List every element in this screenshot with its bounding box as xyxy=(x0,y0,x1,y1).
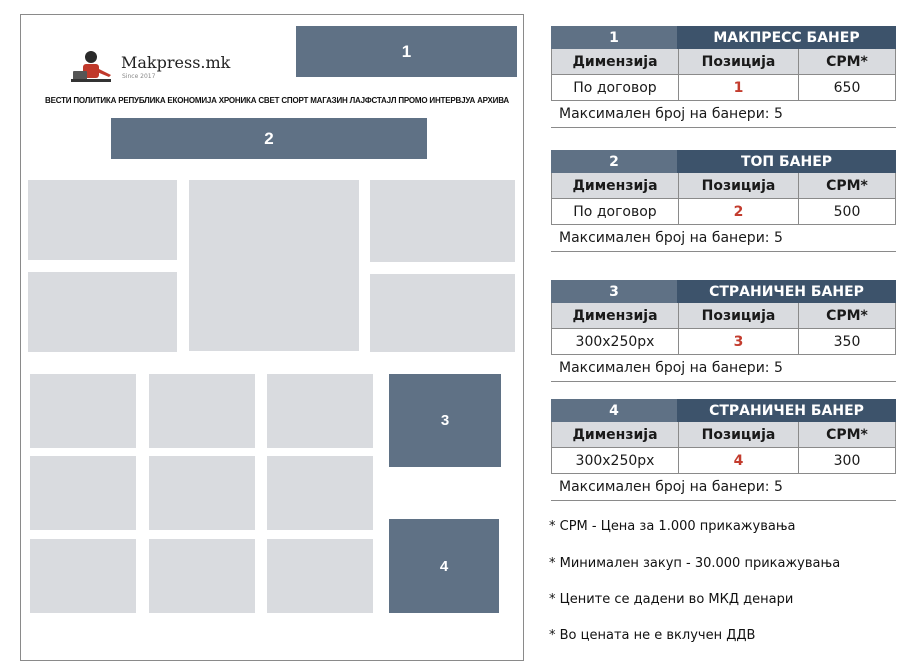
table-row xyxy=(551,75,896,101)
column-headers xyxy=(551,173,896,199)
content-placeholder xyxy=(149,456,255,530)
pricing-table-1 xyxy=(551,26,896,128)
table-row xyxy=(551,448,896,474)
nav-item-magazin[interactable]: МАГАЗИН xyxy=(310,95,348,105)
table-title: МАКПРЕСС БАНЕР xyxy=(677,26,896,49)
content-placeholder xyxy=(267,539,373,613)
nav-item-vesti[interactable]: ВЕСТИ xyxy=(45,95,72,105)
table-row xyxy=(551,329,896,355)
col-position: Позиција xyxy=(678,173,798,198)
nav-item-promo[interactable]: ПРОМО xyxy=(398,95,428,105)
logo-person-icon xyxy=(69,49,117,85)
column-headers xyxy=(551,303,896,329)
nav-item-arhiva[interactable]: АРХИВА xyxy=(477,95,509,105)
nav-bar xyxy=(45,93,509,107)
content-placeholder xyxy=(267,456,373,530)
table-title: СТРАНИЧЕН БАНЕР xyxy=(677,280,896,303)
content-placeholder xyxy=(30,456,136,530)
cpm-value: 650 xyxy=(798,75,895,100)
position-value: 4 xyxy=(678,448,798,473)
content-placeholder xyxy=(28,180,177,260)
table-title: ТОП БАНЕР xyxy=(677,150,896,173)
nav-item-lajfstajl[interactable]: ЛАЈФСТАЈЛ xyxy=(349,95,397,105)
col-cpm: CPM* xyxy=(798,422,895,447)
note-minimum: * Минимален закуп - 30.000 прикажувања xyxy=(549,556,841,571)
content-placeholder xyxy=(370,180,515,262)
table-row xyxy=(551,199,896,225)
content-placeholder xyxy=(28,272,177,352)
dimension-value: 300x250px xyxy=(575,452,655,469)
column-headers xyxy=(551,49,896,75)
position-value: 3 xyxy=(678,329,798,354)
max-banners: Максимален број на банери: 5 xyxy=(551,101,896,128)
max-banners: Максимален број на банери: 5 xyxy=(551,474,896,501)
content-placeholder xyxy=(149,374,255,448)
site-mockup xyxy=(20,14,524,661)
col-dimension: Димензија xyxy=(552,422,678,447)
nav-item-politika[interactable]: ПОЛИТИКА xyxy=(73,95,117,105)
col-cpm: CPM* xyxy=(798,173,895,198)
nav-item-intervjua[interactable]: ИНТЕРВЈУА xyxy=(429,95,476,105)
nav-item-republika[interactable]: РЕПУБЛИКА xyxy=(118,95,166,105)
nav-item-ekonomija[interactable]: ЕКОНОМИЈА xyxy=(167,95,217,105)
nav-item-sport[interactable]: СПОРТ xyxy=(281,95,309,105)
logo-tagline: Since 2017 xyxy=(122,73,156,80)
col-dimension: Димензија xyxy=(552,303,678,328)
cpm-value: 500 xyxy=(798,199,895,224)
banner-slot-1: 1 xyxy=(296,26,517,77)
content-placeholder xyxy=(30,374,136,448)
nav-item-hronika[interactable]: ХРОНИКА xyxy=(218,95,257,105)
pricing-table-3 xyxy=(551,280,896,382)
note-cpm: * CPM - Цена за 1.000 прикажувања xyxy=(549,519,796,534)
table-number: 4 xyxy=(551,399,677,422)
col-dimension: Димензија xyxy=(552,173,678,198)
site-logo[interactable] xyxy=(69,49,249,89)
table-number: 1 xyxy=(551,26,677,49)
position-value: 2 xyxy=(678,199,798,224)
table-header xyxy=(551,280,896,303)
banner-slot-3: 3 xyxy=(389,374,501,467)
logo-text: Makpress.mk xyxy=(121,53,231,72)
content-placeholder xyxy=(149,539,255,613)
dimension-value: По договор xyxy=(573,203,657,220)
note-currency: * Цените се дадени во МКД денари xyxy=(549,592,794,607)
dimension-value: 300x250px xyxy=(575,333,655,350)
table-number: 3 xyxy=(551,280,677,303)
content-placeholder xyxy=(30,539,136,613)
cpm-value: 350 xyxy=(798,329,895,354)
col-position: Позиција xyxy=(678,49,798,74)
max-banners: Максимален број на банери: 5 xyxy=(551,355,896,382)
cpm-value: 300 xyxy=(798,448,895,473)
col-cpm: CPM* xyxy=(798,49,895,74)
pricing-table-4 xyxy=(551,399,896,501)
table-number: 2 xyxy=(551,150,677,173)
banner-slot-2: 2 xyxy=(111,118,427,159)
col-dimension: Димензија xyxy=(552,49,678,74)
max-banners: Максимален број на банери: 5 xyxy=(551,225,896,252)
content-placeholder xyxy=(189,180,359,351)
banner-slot-4: 4 xyxy=(389,519,499,613)
table-header xyxy=(551,150,896,173)
table-title: СТРАНИЧЕН БАНЕР xyxy=(677,399,896,422)
pricing-table-2 xyxy=(551,150,896,252)
column-headers xyxy=(551,422,896,448)
table-header xyxy=(551,399,896,422)
position-value: 1 xyxy=(678,75,798,100)
col-cpm: CPM* xyxy=(798,303,895,328)
nav-item-svet[interactable]: СВЕТ xyxy=(258,95,280,105)
table-header xyxy=(551,26,896,49)
dimension-value: По договор xyxy=(573,79,657,96)
col-position: Позиција xyxy=(678,303,798,328)
content-placeholder xyxy=(267,374,373,448)
col-position: Позиција xyxy=(678,422,798,447)
note-vat: * Во цената не е вклучен ДДВ xyxy=(549,628,756,643)
content-placeholder xyxy=(370,274,515,352)
